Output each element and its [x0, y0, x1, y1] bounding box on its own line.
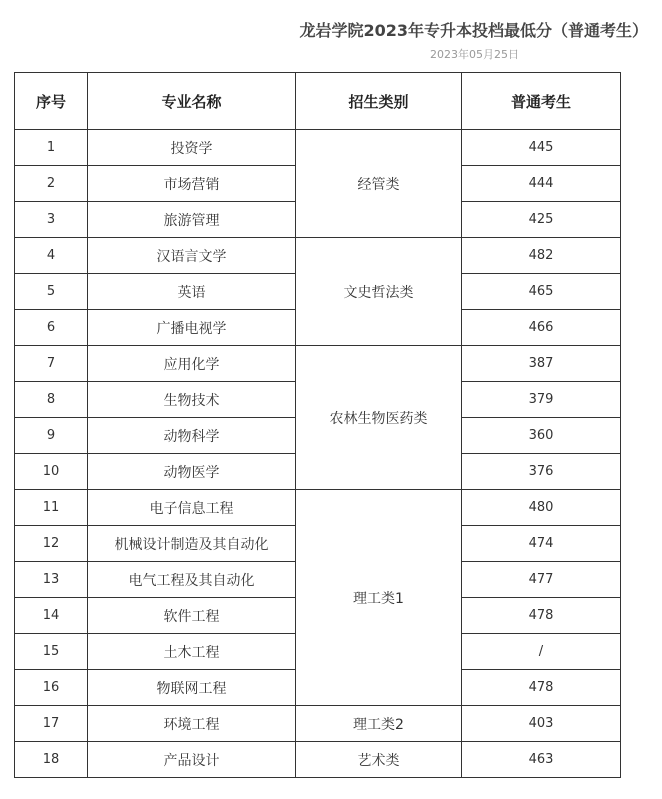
category-cell: 理工类2 — [296, 706, 462, 742]
score-table — [14, 72, 621, 778]
major-name: 旅游管理 — [88, 202, 296, 238]
score-cell: 478 — [462, 670, 621, 706]
table-row — [15, 742, 621, 778]
category-cell: 艺术类 — [296, 742, 462, 778]
category-cell: 经管类 — [296, 130, 462, 238]
row-number: 18 — [15, 742, 88, 778]
row-number: 4 — [15, 238, 88, 274]
table-row — [15, 238, 621, 274]
score-cell: / — [462, 634, 621, 670]
score-cell: 480 — [462, 490, 621, 526]
major-name: 动物医学 — [88, 454, 296, 490]
table-row — [15, 706, 621, 742]
major-name: 投资学 — [88, 130, 296, 166]
category-cell: 农林生物医药类 — [296, 346, 462, 490]
publish-date: 2023年05月25日 — [430, 48, 519, 61]
row-number: 2 — [15, 166, 88, 202]
major-name: 市场营销 — [88, 166, 296, 202]
major-name: 应用化学 — [88, 346, 296, 382]
row-number: 5 — [15, 274, 88, 310]
row-number: 11 — [15, 490, 88, 526]
table-body — [15, 130, 621, 778]
column-header-no: 序号 — [15, 73, 88, 130]
row-number: 1 — [15, 130, 88, 166]
row-number: 14 — [15, 598, 88, 634]
major-name: 产品设计 — [88, 742, 296, 778]
major-name: 土木工程 — [88, 634, 296, 670]
row-number: 7 — [15, 346, 88, 382]
score-cell: 465 — [462, 274, 621, 310]
table-row — [15, 130, 621, 166]
row-number: 13 — [15, 562, 88, 598]
column-header-category: 招生类别 — [296, 73, 462, 130]
score-cell: 444 — [462, 166, 621, 202]
category-cell: 理工类1 — [296, 490, 462, 706]
major-name: 生物技术 — [88, 382, 296, 418]
major-name: 广播电视学 — [88, 310, 296, 346]
column-header-major: 专业名称 — [88, 73, 296, 130]
category-cell: 文史哲法类 — [296, 238, 462, 346]
score-cell: 482 — [462, 238, 621, 274]
table-row — [15, 346, 621, 382]
table-header-row — [15, 73, 621, 130]
row-number: 17 — [15, 706, 88, 742]
major-name: 英语 — [88, 274, 296, 310]
score-cell: 466 — [462, 310, 621, 346]
score-cell: 360 — [462, 418, 621, 454]
row-number: 8 — [15, 382, 88, 418]
major-name: 电子信息工程 — [88, 490, 296, 526]
score-cell: 474 — [462, 526, 621, 562]
score-cell: 379 — [462, 382, 621, 418]
major-name: 电气工程及其自动化 — [88, 562, 296, 598]
major-name: 环境工程 — [88, 706, 296, 742]
row-number: 15 — [15, 634, 88, 670]
score-cell: 403 — [462, 706, 621, 742]
score-cell: 387 — [462, 346, 621, 382]
column-header-score: 普通考生 — [462, 73, 621, 130]
row-number: 10 — [15, 454, 88, 490]
page-title: 龙岩学院2023年专升本投档最低分（普通考生） — [299, 21, 648, 40]
score-cell: 477 — [462, 562, 621, 598]
table-row — [15, 490, 621, 526]
score-cell: 425 — [462, 202, 621, 238]
major-name: 动物科学 — [88, 418, 296, 454]
row-number: 6 — [15, 310, 88, 346]
score-cell: 478 — [462, 598, 621, 634]
row-number: 9 — [15, 418, 88, 454]
major-name: 软件工程 — [88, 598, 296, 634]
score-cell: 445 — [462, 130, 621, 166]
row-number: 3 — [15, 202, 88, 238]
row-number: 12 — [15, 526, 88, 562]
score-cell: 376 — [462, 454, 621, 490]
major-name: 机械设计制造及其自动化 — [88, 526, 296, 562]
row-number: 16 — [15, 670, 88, 706]
major-name: 物联网工程 — [88, 670, 296, 706]
score-cell: 463 — [462, 742, 621, 778]
major-name: 汉语言文学 — [88, 238, 296, 274]
